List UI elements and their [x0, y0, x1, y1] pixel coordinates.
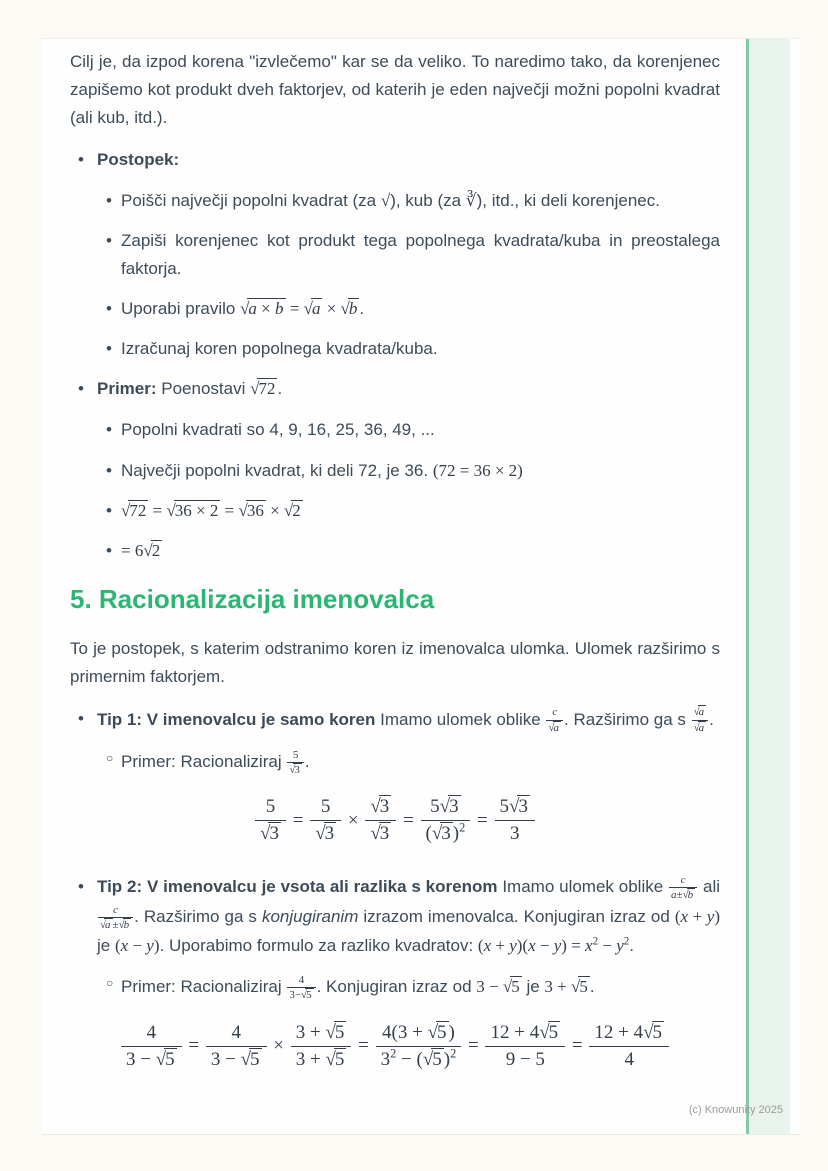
text-run: 4 — [298, 974, 305, 987]
radical: √a — [100, 918, 111, 931]
document-content — [70, 48, 720, 1098]
text-run: 2 — [151, 540, 161, 560]
text-run: × — [268, 1034, 289, 1056]
text-run: x — [120, 936, 129, 956]
radical: √72 — [250, 379, 276, 399]
text-run: a — [311, 299, 321, 319]
circle-bullet-marker: ○ — [106, 750, 114, 765]
text-run: = — [183, 1034, 204, 1056]
text-run: Primer: Racionaliziraj — [121, 752, 287, 772]
disc-bullet-marker: • — [106, 420, 112, 440]
text-run: 5 — [579, 977, 588, 997]
radical: √3 — [260, 823, 279, 845]
text-run: ( — [114, 936, 121, 956]
text-run: )( — [516, 936, 529, 956]
text-run: − — [128, 936, 147, 956]
text-run: × — [343, 809, 364, 831]
list-item — [70, 497, 720, 525]
text-run: 5 — [499, 796, 509, 818]
radical: √3 — [509, 796, 528, 818]
list-item — [70, 227, 720, 283]
text-run: 12 + 4 — [594, 1021, 644, 1043]
radical: √a × b — [240, 299, 284, 319]
text-run: 4(3 + — [382, 1021, 428, 1043]
text-run: c — [552, 706, 558, 719]
text-run: ali — [698, 877, 720, 897]
text-run: 72 — [258, 379, 276, 399]
disc-bullet-marker: • — [106, 299, 112, 319]
paragraph — [70, 48, 720, 132]
text-run: a — [553, 721, 560, 734]
text-run: . — [277, 379, 283, 399]
text-run: 3 — [509, 823, 520, 845]
text-run: 5 — [265, 796, 276, 818]
list-item — [70, 873, 720, 960]
radical: √5 — [571, 977, 588, 997]
section-heading — [70, 583, 720, 616]
text-run: 4 — [624, 1048, 634, 1070]
text-run: 2 — [623, 935, 630, 948]
text-run: 2 — [450, 1046, 457, 1061]
text-run: 5 — [165, 1048, 175, 1070]
text-run: 3 − — [210, 1048, 241, 1070]
radical: √b — [682, 889, 694, 902]
text-run: = 6 — [121, 540, 144, 560]
text-run: x — [680, 906, 689, 926]
radical: √5 — [539, 1021, 559, 1043]
list-item — [70, 705, 720, 735]
text-run: 5. Racionalizacija imenovalca — [70, 583, 435, 614]
text-run: 36 — [246, 500, 264, 520]
text-run: . — [629, 936, 635, 956]
list-item — [70, 146, 720, 174]
radical: √5 — [240, 1048, 260, 1070]
text-run: 5 — [306, 989, 312, 1002]
disc-bullet-marker: • — [78, 709, 84, 729]
text-run: . — [304, 752, 310, 772]
text-run: a — [698, 706, 705, 719]
text-run: 5 — [292, 748, 299, 761]
text-run: 5 — [548, 1021, 559, 1043]
text-run: 3 — [441, 823, 451, 845]
text-run: = — [353, 1034, 374, 1056]
text-run: Cilj je, da izpod korena "izvlečemo" kar se da veliko. To naredimo tako, da korenjenec zapišemo kot produkt dveh faktorjev, od katerih je eden največji možni popolni kvadrat (ali kub, itd.). — [70, 52, 720, 128]
radical: √36 × 2 — [166, 500, 219, 520]
list-item — [70, 187, 720, 215]
list-item-text — [97, 150, 179, 169]
radical: √b — [340, 299, 358, 319]
list-item — [70, 748, 720, 778]
text-run: 9 − 5 — [505, 1048, 545, 1070]
disc-bullet-marker: • — [106, 191, 112, 211]
accent-bar — [746, 39, 790, 1134]
text-run: 2 — [292, 500, 301, 520]
list-item-text — [121, 420, 435, 439]
text-run: 12 + 4 — [490, 1021, 540, 1043]
text-run: ) — [714, 906, 720, 926]
text-run: . — [709, 709, 714, 729]
text-run: x — [483, 936, 492, 956]
disc-bullet-marker: • — [106, 540, 112, 560]
radical: √36 — [238, 500, 264, 520]
text-run: 3 − — [125, 1048, 156, 1070]
list-item-text — [121, 501, 303, 520]
text-run: Primer: — [97, 379, 157, 399]
fraction — [485, 1021, 565, 1073]
equation-line — [70, 795, 720, 847]
text-run: . Konjugiran izraz od — [316, 977, 477, 997]
list-item-text — [97, 379, 282, 398]
list-item — [70, 375, 720, 403]
text-run: 5 — [320, 796, 331, 818]
text-run: Imamo ulomek oblike — [497, 877, 669, 897]
text-run: ), itd., ki deli korenjenec. — [476, 191, 660, 211]
text-run: 3− — [289, 989, 302, 1002]
text-run: 5 — [334, 1021, 345, 1043]
text-run: = — [148, 500, 167, 520]
text-run: 3 — [380, 1048, 391, 1070]
superscript — [459, 821, 465, 835]
text-run: Tip 1: V imenovalcu je samo koren — [97, 709, 376, 729]
list-item-text — [121, 191, 660, 210]
text-run: je — [521, 977, 545, 997]
list-item-text — [121, 339, 438, 358]
text-run: − — [598, 936, 617, 956]
disc-bullet-marker: • — [106, 339, 112, 359]
text-run: ), kub (za — [390, 191, 466, 211]
document-page — [42, 38, 800, 1135]
text-run: Primer: Racionaliziraj — [121, 977, 287, 997]
radical: √5 — [427, 1021, 447, 1043]
text-run: . Razširimo ga s — [564, 709, 691, 729]
text-run: x — [585, 936, 593, 956]
radical: √a — [548, 721, 560, 734]
text-run: ) — [153, 936, 160, 956]
text-run: . — [589, 977, 595, 997]
watermark: (c) Knowunity 2025 — [688, 1104, 783, 1116]
list-item-text — [121, 748, 310, 777]
fraction — [121, 1021, 182, 1073]
radical: √3 — [370, 823, 390, 845]
text-run: . Uporabimo formulo za razliko kvadratov: — [159, 936, 478, 956]
text-run: × — [322, 299, 341, 319]
text-run: x — [528, 936, 536, 956]
radical: √5 — [643, 1021, 663, 1043]
list-item — [70, 295, 720, 323]
text-run: ) = — [561, 936, 586, 956]
list-item-text — [121, 299, 364, 318]
disc-bullet-marker: • — [106, 231, 112, 251]
radical: √3 — [315, 823, 335, 845]
text-run: konjugiranim — [261, 906, 359, 926]
fraction — [589, 1021, 669, 1073]
list-item — [70, 457, 720, 485]
list-item-text — [97, 706, 714, 734]
text-run: 3 — [294, 764, 300, 777]
disc-bullet-marker: • — [78, 150, 84, 170]
list-item — [70, 416, 720, 444]
text-run: y — [553, 936, 562, 956]
fraction — [98, 903, 133, 933]
text-run: je — [97, 936, 115, 956]
radical: √5 — [325, 1048, 345, 1070]
text-run: b — [687, 889, 694, 902]
radical: √3 — [431, 823, 451, 845]
text-run: ) — [448, 1021, 455, 1043]
radical: √a — [693, 721, 705, 734]
radical: √3 — [289, 764, 300, 777]
radical: √3 — [370, 796, 390, 818]
fraction — [287, 973, 315, 1003]
text-run: 4 — [146, 1021, 157, 1043]
text-run: c — [680, 873, 686, 886]
text-run: 5 — [432, 1048, 442, 1070]
text-run: ∛ — [465, 191, 477, 211]
radical: √5 — [155, 1048, 175, 1070]
radical: √72 — [121, 500, 147, 520]
text-run: ( — [674, 906, 681, 926]
text-run: 3 + — [295, 1021, 326, 1043]
text-run: c — [113, 903, 119, 916]
text-run: ) — [452, 823, 460, 845]
radical: √5 — [301, 989, 312, 1002]
text-run: 4 — [231, 1021, 241, 1043]
disc-bullet-marker: • — [78, 876, 84, 896]
text-run: 3 — [324, 823, 335, 845]
list-item-text — [121, 461, 523, 480]
radical: √2 — [143, 540, 161, 560]
text-run: 2 — [459, 820, 466, 835]
text-run: y — [706, 906, 715, 926]
text-run: a — [248, 299, 257, 319]
text-run: 3 — [518, 796, 528, 818]
text-run: 5 — [334, 1048, 345, 1070]
text-run: Zapiši korenjenec kot produkt tega popolnega kvadrata/kuba in preostalega faktorja. — [121, 231, 720, 279]
list-item — [70, 973, 720, 1003]
fraction — [546, 705, 563, 735]
text-run: 5 — [652, 1021, 663, 1043]
text-run: Tip 2: V imenovalcu je vsota ali razlika s korenom — [97, 877, 498, 897]
list-item-text — [121, 541, 162, 560]
list-item-text — [121, 231, 720, 278]
fraction — [692, 705, 709, 735]
text-run: √ — [380, 191, 391, 211]
text-run: a — [698, 721, 705, 734]
text-run: = — [220, 500, 239, 520]
fraction — [365, 795, 396, 847]
text-run: . — [359, 299, 365, 319]
paragraph — [70, 635, 720, 691]
radical: √5 — [422, 1048, 442, 1070]
disc-bullet-marker: • — [106, 500, 112, 520]
disc-bullet-marker: • — [78, 379, 84, 399]
text-run: 3 − — [476, 977, 503, 997]
text-run: b — [275, 299, 284, 319]
list-item-text — [97, 873, 720, 956]
text-run: 3 + — [544, 977, 572, 997]
text-run: 2 — [390, 1046, 397, 1061]
text-run: 5 — [250, 1048, 260, 1070]
text-run: 3 + — [295, 1048, 326, 1070]
text-run: 36 × 2 — [174, 500, 219, 520]
text-run: ) — [443, 1048, 451, 1070]
text-run: Največji popolni kvadrat, ki deli 72, je 36. — [121, 460, 433, 480]
fraction — [495, 795, 535, 847]
text-run: . Razširimo ga s — [134, 906, 262, 926]
text-run: = — [285, 299, 304, 319]
fraction — [310, 795, 341, 847]
text-run: ± — [676, 889, 683, 902]
equation-line — [70, 1021, 720, 1073]
text-run: izrazom imenovalca. Konjugiran izraz od — [358, 906, 675, 926]
text-run: b — [123, 918, 130, 931]
text-run: + — [688, 906, 707, 926]
radical: √2 — [283, 500, 301, 520]
radical: √a — [303, 299, 321, 319]
radical: √b — [118, 918, 130, 931]
fraction — [287, 748, 304, 778]
text-run: Poenostavi — [156, 379, 251, 399]
list-item — [70, 537, 720, 565]
text-run: Imamo ulomek oblike — [375, 709, 546, 729]
text-run: 5 — [437, 1021, 447, 1043]
fraction — [376, 1021, 462, 1073]
text-run: 3 — [269, 823, 279, 845]
text-run: b — [348, 299, 358, 319]
text-run: y — [509, 936, 517, 956]
text-run: = — [463, 1034, 484, 1056]
text-run: 5 — [430, 796, 440, 818]
list-item — [70, 335, 720, 363]
text-run: 3 — [379, 796, 390, 818]
text-run: = — [287, 809, 309, 831]
text-run: Uporabi pravilo — [121, 299, 241, 319]
list-item-text — [121, 974, 595, 1002]
fraction — [421, 795, 471, 847]
text-run: (72 = 36 × 2) — [432, 460, 523, 480]
text-run: − — [535, 936, 554, 956]
text-run: = — [567, 1034, 588, 1056]
radical: √3 — [439, 796, 459, 818]
fraction — [669, 873, 697, 903]
text-run: = — [472, 809, 493, 831]
text-run: 3 — [449, 796, 459, 818]
text-run: + — [491, 936, 510, 956]
text-run: a — [105, 918, 111, 931]
text-run: Izračunaj koren popolnega kvadrata/kuba. — [121, 339, 438, 359]
radical: √5 — [325, 1021, 345, 1043]
text-run: To je postopek, s katerim odstranimo koren iz imenovalca ulomka. Ulomek razširimo s primernim faktorjem. — [70, 639, 720, 687]
disc-bullet-marker: • — [106, 460, 112, 480]
text-run: y — [146, 936, 154, 956]
circle-bullet-marker: ○ — [106, 976, 114, 991]
text-run: Poišči največji popolni kvadrat (za — [121, 191, 381, 211]
radical: √a — [693, 706, 705, 719]
text-run: ( — [425, 823, 432, 845]
superscript — [450, 1046, 456, 1060]
text-run: 5 — [511, 977, 520, 997]
text-run: × — [256, 299, 275, 319]
fraction — [291, 1021, 352, 1073]
text-run: Popolni kvadrati so 4, 9, 16, 25, 36, 49, ... — [121, 420, 435, 440]
text-run: 72 — [129, 500, 147, 520]
fraction — [206, 1021, 267, 1073]
text-run: 2 — [592, 935, 599, 948]
text-run: − ( — [396, 1048, 423, 1070]
text-run: ( — [477, 936, 484, 956]
fraction — [255, 795, 286, 847]
text-run: ± — [112, 918, 119, 931]
text-run: y — [616, 936, 624, 956]
text-run: Postopek: — [97, 150, 180, 170]
text-run: = — [398, 809, 419, 831]
text-run: a — [671, 889, 677, 902]
radical: √5 — [502, 977, 520, 997]
text-run: × — [265, 500, 284, 520]
text-run: 3 — [379, 823, 390, 845]
